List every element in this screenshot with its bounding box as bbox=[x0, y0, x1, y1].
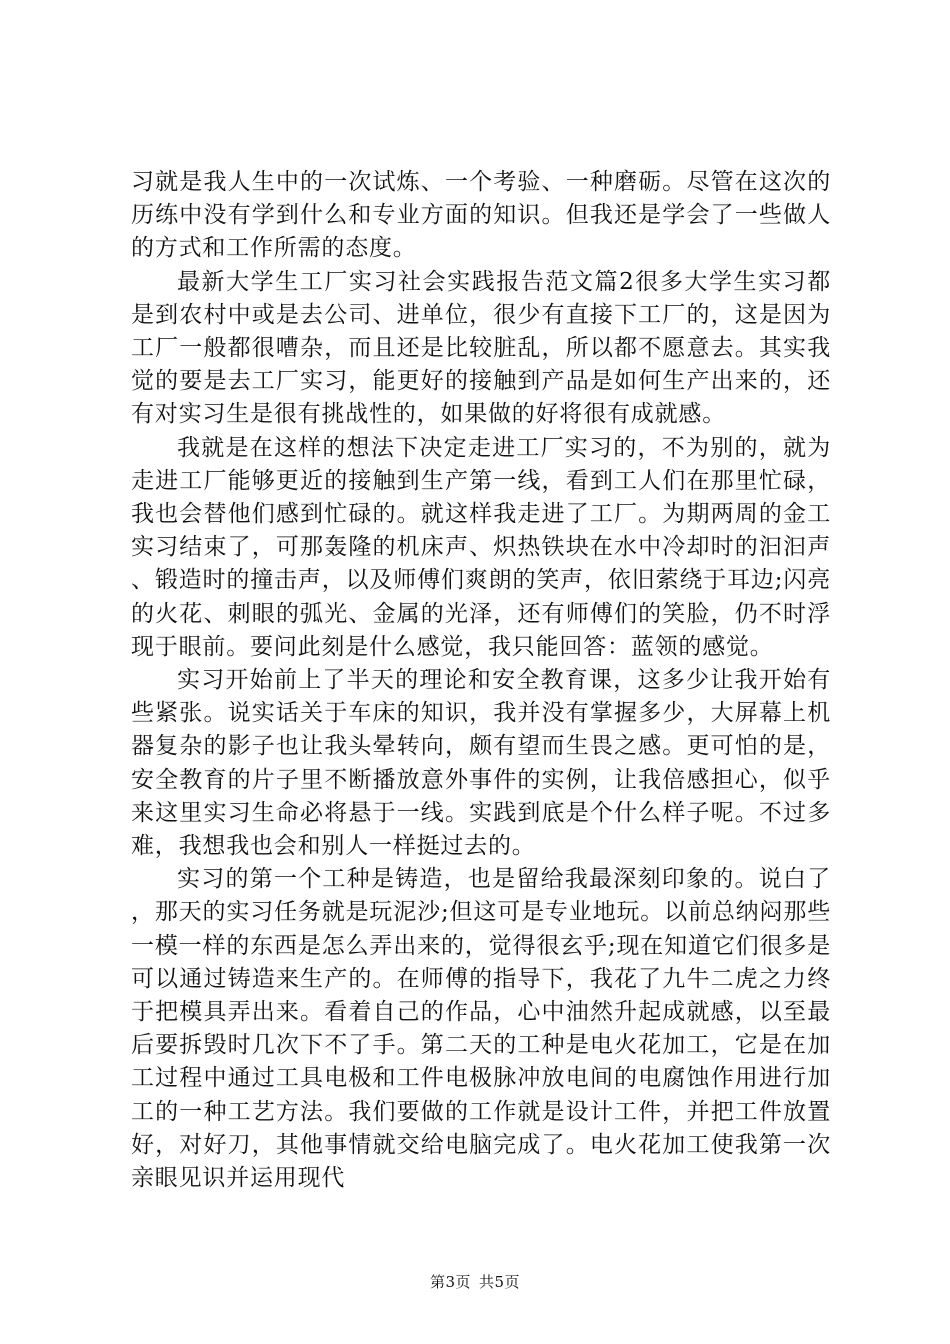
page-total: 共5页 bbox=[479, 1273, 521, 1291]
paragraph-3: 我就是在这样的想法下决定走进工厂实习的，不为别的，就为走进工厂能够更近的接触到生产第一线，看到工人们在那里忙碌，我也会替他们感到忙碌的。就这样我走进了工厂。为期两周的金工实习结束了，可那轰隆的机床声、炽热铁块在水中冷却时的汩汩声、锻造时的撞击声，以及师傅们爽朗的笑声，依旧萦绕于耳边;闪亮的火花、刺眼的弧光、金属的光泽，还有师傅们的笑脸，仍不时浮现于眼前。要问此刻是什么感觉，我只能回答：蓝领的感觉。 bbox=[131, 434, 831, 660]
document-body bbox=[131, 166, 831, 1195]
paragraph-2: 最新大学生工厂实习社会实践报告范文篇2很多大学生实习都是到农村中或是去公司、进单位，很少有直接下工厂的，这是因为工厂一般都很嘈杂，而且还是比较脏乱，所以都不愿意去。其实我觉的要是去工厂实习，能更好的接触到产品是如何生产出来的，还有对实习生是很有挑战性的，如果做的好将很有成就感。 bbox=[131, 268, 831, 428]
page-number: 第3页 bbox=[429, 1273, 471, 1291]
paragraph-5: 实习的第一个工种是铸造，也是留给我最深刻印象的。说白了，那天的实习任务就是玩泥沙;但这可是专业地玩。以前总纳闷那些一模一样的东西是怎么弄出来的，觉得很玄乎;现在知道它们很多是可以通过铸造来生产的。在师傅的指导下，我花了九牛二虎之力终于把模具弄出来。看着自己的作品，心中油然升起成就感，以至最后要拆毁时几次下不了手。第二天的工种是电火花加工，它是在加工过程中通过工具电极和工件电极脉冲放电间的电腐蚀作用进行加工的一种工艺方法。我们要做的工作就是设计工件，并把工件放置好，对好刀，其他事情就交给电脑完成了。电火花加工使我第一次亲眼见识并运用现代 bbox=[131, 866, 831, 1192]
page-footer bbox=[0, 1272, 950, 1292]
paragraph-1: 习就是我人生中的一次试炼、一个考验、一种磨砺。尽管在这次的历练中没有学到什么和专业方面的知识。但我还是学会了一些做人的方式和工作所需的态度。 bbox=[131, 169, 831, 262]
paragraph-4: 实习开始前上了半天的理论和安全教育课，这多少让我开始有些紧张。说实话关于车床的知识，我并没有掌握多少，大屏幕上机器复杂的影子也让我头晕转向，颇有望而生畏之感。更可怕的是，安全教育的片子里不断播放意外事件的实例，让我倍感担心，似乎来这里实习生命必将悬于一线。实践到底是个什么样子呢。不过多难，我想我也会和别人一样挺过去的。 bbox=[131, 667, 831, 860]
